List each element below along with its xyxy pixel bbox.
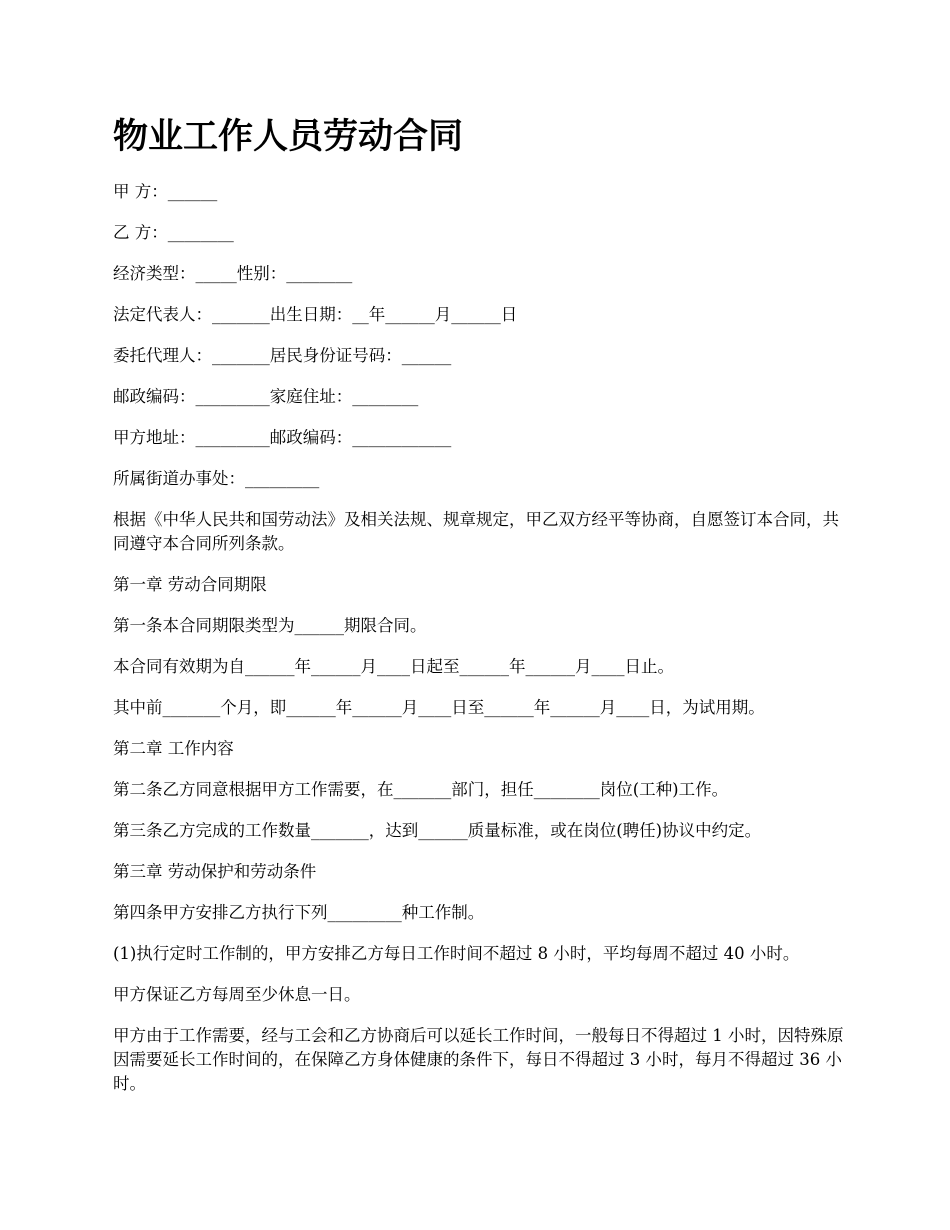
chapter-3-heading: 第三章 劳动保护和劳动条件 [113,862,317,881]
party-a-line: 甲 方：______ [113,182,218,201]
overtime-paragraph: 甲方由于工作需要，经与工会和乙方协商后可以延长工作时间，一般每日不得超过 1 小时，因特殊原因需要延长工作时间的，在保障乙方身体健康的条件下，每日不得超过 3 小时，每月不得超过 36 小时。 [113,1026,844,1093]
preamble-paragraph: 根据《中华人民共和国劳动法》及相关法规、规章规定，甲乙双方经平等协商，自愿签订本合同，共同遵守本合同所列条款。 [113,510,839,553]
postcode-address-line: 邮政编码：_________家庭住址：________ [113,387,419,406]
legal-representative-birthdate-line: 法定代表人：_______出生日期：__年______月______日 [113,305,518,324]
article-2-line: 第二条乙方同意根据甲方工作需要，在_______部门，担任________岗位(工种)工作。 [113,780,729,799]
article-4-line: 第四条甲方安排乙方执行下列_________种工作制。 [113,903,485,922]
chapter-2-heading: 第二章 工作内容 [113,739,234,758]
standard-hours-paragraph: (1)执行定时工作制的，甲方安排乙方每日工作时间不超过 8 小时，平均每周不超过 40 小时。 [113,944,800,963]
document-title: 物业工作人员劳动合同 [113,116,464,157]
agent-id-number-line: 委托代理人：_______居民身份证号码：______ [113,346,452,365]
chapter-1-heading: 第一章 劳动合同期限 [113,575,267,594]
party-a-address-postcode-line: 甲方地址：_________邮政编码：____________ [113,428,452,447]
article-3-line: 第三条乙方完成的工作数量_______，达到______质量标准，或在岗位(聘任)协议中约定。 [113,821,762,840]
contract-validity-line: 本合同有效期为自______年______月____日起至______年______月____日止。 [113,657,674,676]
economic-type-gender-line: 经济类型：_____性别：________ [113,264,353,283]
street-office-line: 所属街道办事处：_________ [113,469,320,488]
probation-period-line: 其中前_______个月，即______年______月____日至______年______月____日，为试用期。 [113,698,765,717]
party-b-line: 乙 方：________ [113,223,234,242]
article-1-line: 第一条本合同期限类型为______期限合同。 [113,616,427,635]
weekly-rest-line: 甲方保证乙方每周至少休息一日。 [113,985,361,1004]
document-body [113,180,850,1096]
